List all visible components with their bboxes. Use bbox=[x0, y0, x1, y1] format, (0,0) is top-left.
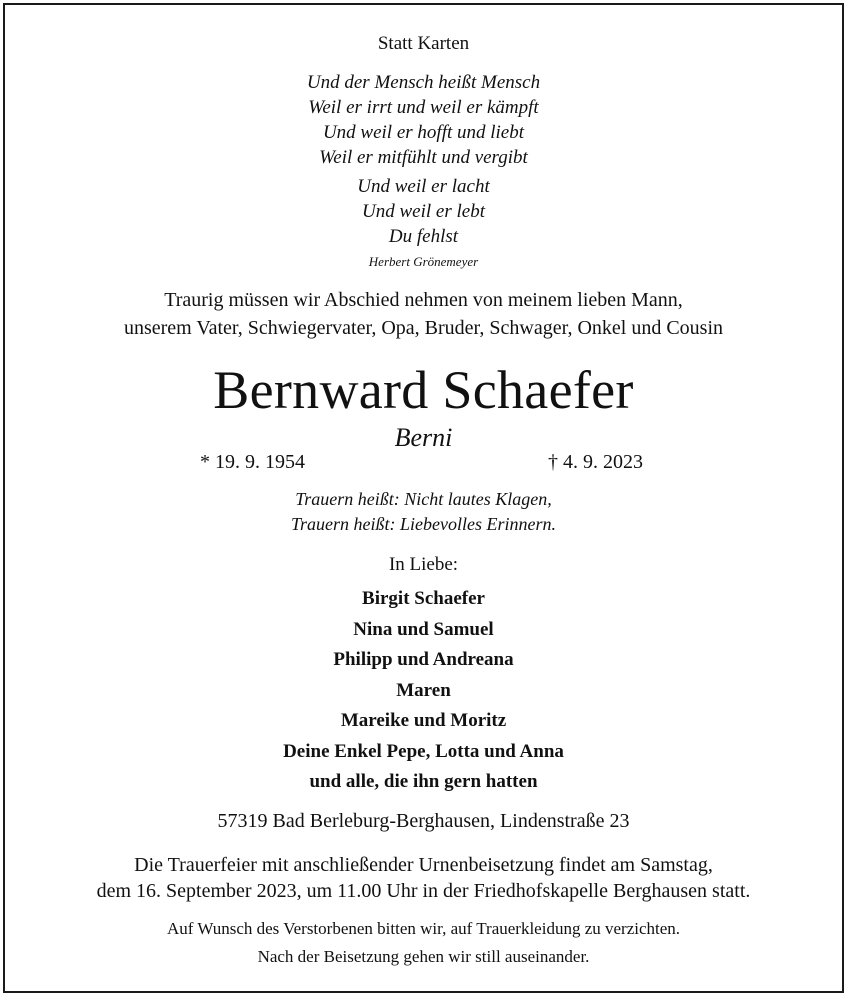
poem-line: Und weil er hofft und liebt bbox=[322, 122, 525, 143]
intro-line: Traurig müssen wir Abschied nehmen von meinem lieben Mann, bbox=[164, 289, 683, 311]
poem-line: Und weil er lebt bbox=[362, 201, 485, 222]
death-date: † 4. 9. 2023 bbox=[548, 451, 643, 473]
mourner-name: und alle, die ihn gern hatten bbox=[309, 771, 538, 792]
mourner-name: Philipp und Andreana bbox=[333, 649, 514, 670]
poem-line: Und weil er lacht bbox=[357, 176, 490, 197]
deceased-nickname: Berni bbox=[394, 423, 453, 452]
poem-line: Weil er irrt und weil er kämpft bbox=[308, 97, 539, 118]
notice-header: Statt Karten bbox=[377, 33, 470, 54]
saying-line: Trauern heißt: Nicht lautes Klagen, bbox=[295, 489, 552, 509]
poem-line: Und der Mensch heißt Mensch bbox=[306, 72, 541, 93]
saying-line: Trauern heißt: Liebevolles Erinnern. bbox=[291, 514, 556, 534]
ceremony-line: Die Trauerfeier mit anschließender Urnenbeisetzung findet am Samstag, bbox=[134, 854, 713, 876]
poem-author: Herbert Grönemeyer bbox=[368, 254, 479, 269]
mourner-name: Deine Enkel Pepe, Lotta und Anna bbox=[283, 741, 564, 762]
note-line: Nach der Beisetzung gehen wir still auseinander. bbox=[257, 947, 590, 966]
ceremony-line: dem 16. September 2023, um 11.00 Uhr in der Friedhofskapelle Berghausen statt. bbox=[96, 880, 751, 902]
birth-date: * 19. 9. 1954 bbox=[200, 451, 305, 473]
intro-line: unserem Vater, Schwiegervater, Opa, Bruder, Schwager, Onkel und Cousin bbox=[123, 317, 724, 339]
poem-line: Weil er mitfühlt und vergibt bbox=[319, 147, 528, 168]
mourner-name: Birgit Schaefer bbox=[362, 588, 485, 609]
deceased-name: Bernward Schaefer bbox=[213, 360, 634, 420]
note-line: Auf Wunsch des Verstorbenen bitten wir, auf Trauerkleidung zu verzichten. bbox=[166, 919, 681, 938]
mourner-name: Mareike und Moritz bbox=[340, 710, 507, 731]
poem-line: Du fehlst bbox=[388, 226, 459, 247]
mourners-heading: In Liebe: bbox=[388, 554, 459, 575]
mourner-name: Nina und Samuel bbox=[353, 619, 494, 640]
obituary-notice bbox=[3, 3, 844, 993]
mourner-name: Maren bbox=[396, 680, 451, 701]
family-address: 57319 Bad Berleburg-Berghausen, Lindenstraße 23 bbox=[217, 810, 630, 832]
